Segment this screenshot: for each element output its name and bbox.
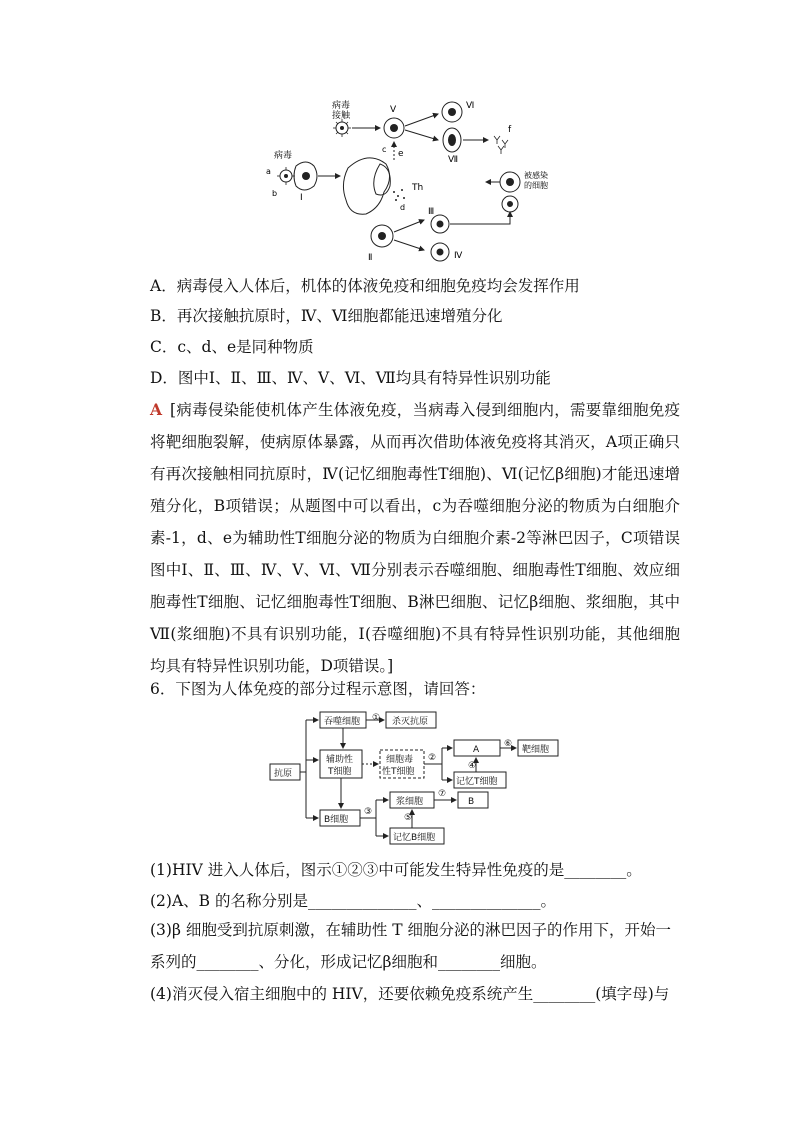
label-c: c (382, 145, 387, 154)
question6-part2: (2)A、B 的名称分别是______________、______________。 (150, 892, 556, 910)
label-a: a (266, 167, 271, 176)
roman-V: Ⅴ (390, 105, 397, 115)
answer-text: [病毒侵染能使机体产生体液免疫，当病毒入侵到细胞内，需要靠细胞免疫将靶细胞裂解，使病原体暴露，从而再次借助体液免疫将其消灭，A项正确只有再次接触相同抗原时，Ⅳ(记忆细胞毒性T细胞)、Ⅵ(记忆β细胞)才能迅速增殖分化，B项错误；从题图中可以看出，c为吞噬细胞分泌的物质为白细胞介素-1，d、e为辅助性T细胞分泌的物质为白细胞介素-2等淋巴因子，C项错误图中Ⅰ、Ⅱ、Ⅲ、Ⅳ、Ⅴ、Ⅵ、Ⅶ分别表示吞噬细胞、细胞毒性T细胞、效应细胞毒性T细胞、记忆细胞毒性T细胞、B淋巴细胞、记忆β细胞、浆细胞，其中Ⅶ(浆细胞)不具有识别功能，Ⅰ(吞噬细胞)不具有特异性识别功能，其他细胞均具有特异性识别功能，D项错误。] (150, 401, 680, 675)
roman-VII: Ⅶ (448, 155, 459, 165)
option-C: C．c、d、e是同种物质 (150, 338, 314, 356)
answer-explanation (150, 394, 680, 682)
antibody-icons (494, 136, 508, 154)
box-B-label: B (468, 797, 475, 807)
label-d: d (400, 203, 406, 212)
cell-V (384, 118, 404, 138)
option-D: D．图中Ⅰ、Ⅱ、Ⅲ、Ⅳ、Ⅴ、Ⅵ、Ⅶ均具有特异性识别功能 (150, 369, 551, 387)
th-label: Th (412, 183, 424, 193)
roman-III: Ⅲ (428, 207, 435, 217)
cell-II (371, 225, 393, 247)
question6-stem: 6．下图为人体免疫的部分过程示意图，请回答： (150, 680, 486, 698)
cell-III (431, 215, 449, 233)
question6-part3: (3)β 细胞受到抗原刺激，在辅助性 T 细胞分泌的淋巴因子的作用下，开始一系列的________、分化，形成记忆β细胞和________细胞。 (150, 921, 672, 971)
step-4: ④ (468, 761, 477, 771)
cell-IV (431, 243, 449, 261)
question6-part4: (4)消灭侵入宿主细胞中的 HIV，还要依赖免疫系统产生________(填字母)与 (150, 985, 670, 1003)
immune-process-figure (262, 96, 548, 264)
cytokine-dots (393, 189, 405, 201)
immune-flowchart (266, 708, 562, 848)
cytotoxic-label-2: 性T细胞 (382, 767, 415, 777)
question6-part1: (1)HIV 进入人体后，图示①②③中可能发生特异性免疫的是________。 (150, 861, 642, 879)
label-e: e (398, 149, 404, 159)
label-f: f (508, 125, 512, 135)
virus-icon-top (333, 119, 351, 137)
step-5: ⑤ (404, 813, 413, 823)
cell-VI (442, 102, 462, 122)
step-7: ⑦ (438, 789, 447, 799)
step-2: ② (428, 753, 437, 763)
roman-II: Ⅱ (368, 253, 373, 263)
cytotoxic-label-1: 细胞毒 (386, 755, 414, 765)
antigen-label: 抗原 (274, 769, 293, 779)
step-6: ⑥ (504, 739, 513, 749)
infected-label-1: 被感染 (524, 171, 548, 180)
target-cell-label: 靶细胞 (522, 745, 550, 755)
memory-b-label: 记忆B细胞 (393, 833, 436, 843)
cell-I (294, 162, 317, 190)
infected-label-2: 的细胞 (524, 181, 548, 190)
virus-icon-left (277, 167, 295, 185)
kill-antigen-label: 杀灭抗原 (392, 717, 429, 727)
answer-letter: A (150, 400, 163, 419)
option-A: A．病毒侵入人体后，机体的体液免疫和细胞免疫均会发挥作用 (150, 277, 580, 295)
option-B: B．再次接触抗原时，Ⅳ、Ⅵ细胞都能迅速增殖分化 (150, 307, 503, 325)
box-A-label: A (473, 745, 480, 755)
helper-t-label-1: 辅助性 (326, 755, 354, 765)
b-cell-label: B细胞 (324, 815, 349, 825)
cell-Th (343, 158, 390, 214)
roman-I: Ⅰ (300, 193, 303, 203)
plasma-cell-label: 浆细胞 (396, 797, 424, 807)
helper-t-label-2: T细胞 (328, 767, 352, 777)
phagocyte-label: 吞噬细胞 (324, 717, 361, 727)
step-1: ① (372, 713, 381, 723)
virus-top-label: 病毒 (332, 101, 351, 111)
contact-label: 接触 (332, 111, 351, 121)
step-3: ③ (364, 807, 373, 817)
memory-t-label: 记忆T细胞 (456, 777, 498, 787)
roman-VI: Ⅵ (466, 101, 475, 111)
infected-cell (500, 172, 520, 212)
label-b: b (272, 189, 278, 198)
virus-left-label: 病毒 (274, 151, 293, 161)
cell-VII (443, 128, 461, 152)
roman-IV: Ⅳ (454, 251, 463, 261)
